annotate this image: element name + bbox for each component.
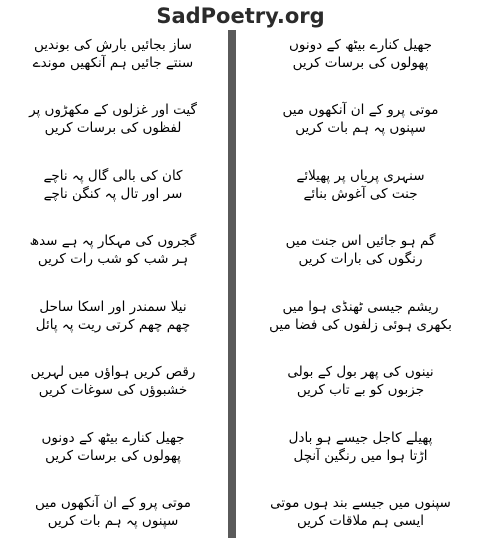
- verse-line: اڑتا ہوا میں رنگین آنچل: [293, 447, 428, 464]
- verse-line: موتی پرو کے ان آنکھوں میں: [34, 494, 192, 511]
- stanza: [240, 163, 481, 207]
- verse-line: جنت کی آغوش بنائے: [303, 185, 418, 202]
- verse-line: ریشم جیسی ٹھنڈی ہوا میں: [282, 298, 439, 315]
- verse-line: رقص کریں ہواؤں میں لہریں: [30, 364, 196, 381]
- verse-line: پھیلے کاجل جیسے ہو بادل: [288, 429, 433, 446]
- verse-line: خشبوؤں کی سوغات کریں: [38, 382, 188, 399]
- stanza: [0, 359, 226, 403]
- verse-line: سنہری پریاں پر پھیلائے: [296, 167, 425, 184]
- site-title: SadPoetry.org: [156, 4, 325, 28]
- stanza: [240, 294, 481, 338]
- left-poem-column: [0, 30, 226, 538]
- verse-line: پھولوں کی برسات کریں: [292, 55, 429, 71]
- verse-line: سنتے جائیں ہم آنکھیں موندے: [32, 55, 194, 71]
- verse-line: گم ہو جائیں اس جنت میں: [285, 233, 436, 250]
- stanza: [240, 359, 481, 403]
- verse-line: جزبوں کو بے تاب کریں: [296, 382, 425, 399]
- verse-line: گجروں کی مہکار پہ ہے سدھ: [29, 233, 197, 250]
- verse-line: گیت اور غزلوں کے مکھڑوں پر: [29, 102, 197, 119]
- stanza: [0, 163, 226, 207]
- verse-line: سر اور تال پہ کنگن ناچے: [43, 185, 183, 202]
- verse-line: نیلا سمندر اور اسکا ساحل: [39, 298, 187, 315]
- verse-line: موتی پرو کے ان آنکھوں میں: [282, 102, 439, 119]
- verse-line: ایسی ہم ملاقات کریں: [296, 512, 425, 529]
- stanza: [240, 490, 481, 534]
- verse-line: رنگوں کی بارات کریں: [298, 251, 423, 268]
- verse-line: پھولوں کی برسات کریں: [45, 447, 181, 464]
- verse-line: بکھری ہوئی زلفوں کی فضا میں: [269, 316, 452, 333]
- stanza: [240, 97, 481, 141]
- stanza: [240, 32, 481, 76]
- stanza: [0, 97, 226, 141]
- verse-line: سپنوں پہ ہم بات کریں: [295, 120, 426, 137]
- verse-line: جھیل کنارے بیٹھ کے دونوں: [288, 37, 433, 53]
- stanza: [0, 490, 226, 534]
- column-divider: [228, 30, 236, 538]
- stanza: [0, 425, 226, 469]
- verse-line: کان کی بالی گال پہ ناچے: [43, 167, 183, 184]
- right-poem-column: [240, 30, 481, 538]
- stanza: [0, 294, 226, 338]
- verse-line: چھم چھم کرتی ریت پہ پائل: [35, 316, 191, 333]
- verse-line: ساز بجائیں بارش کی بوندیں: [34, 37, 192, 53]
- verse-line: سپنوں میں جیسے بند ہوں موتی: [270, 494, 451, 511]
- stanza: [240, 425, 481, 469]
- stanza: [240, 228, 481, 272]
- verse-line: لفظوں کی برسات کریں: [44, 120, 182, 137]
- verse-line: ہر شب کو شب رات کریں: [37, 251, 189, 268]
- verse-line: نینوں کی پھر بول کے بولی: [287, 364, 434, 381]
- verse-line: سپنوں پہ ہم بات کریں: [47, 512, 179, 529]
- verse-line: جھیل کنارے بیٹھ کے دونوں: [41, 429, 185, 446]
- stanza: [0, 228, 226, 272]
- stanza: [0, 32, 226, 76]
